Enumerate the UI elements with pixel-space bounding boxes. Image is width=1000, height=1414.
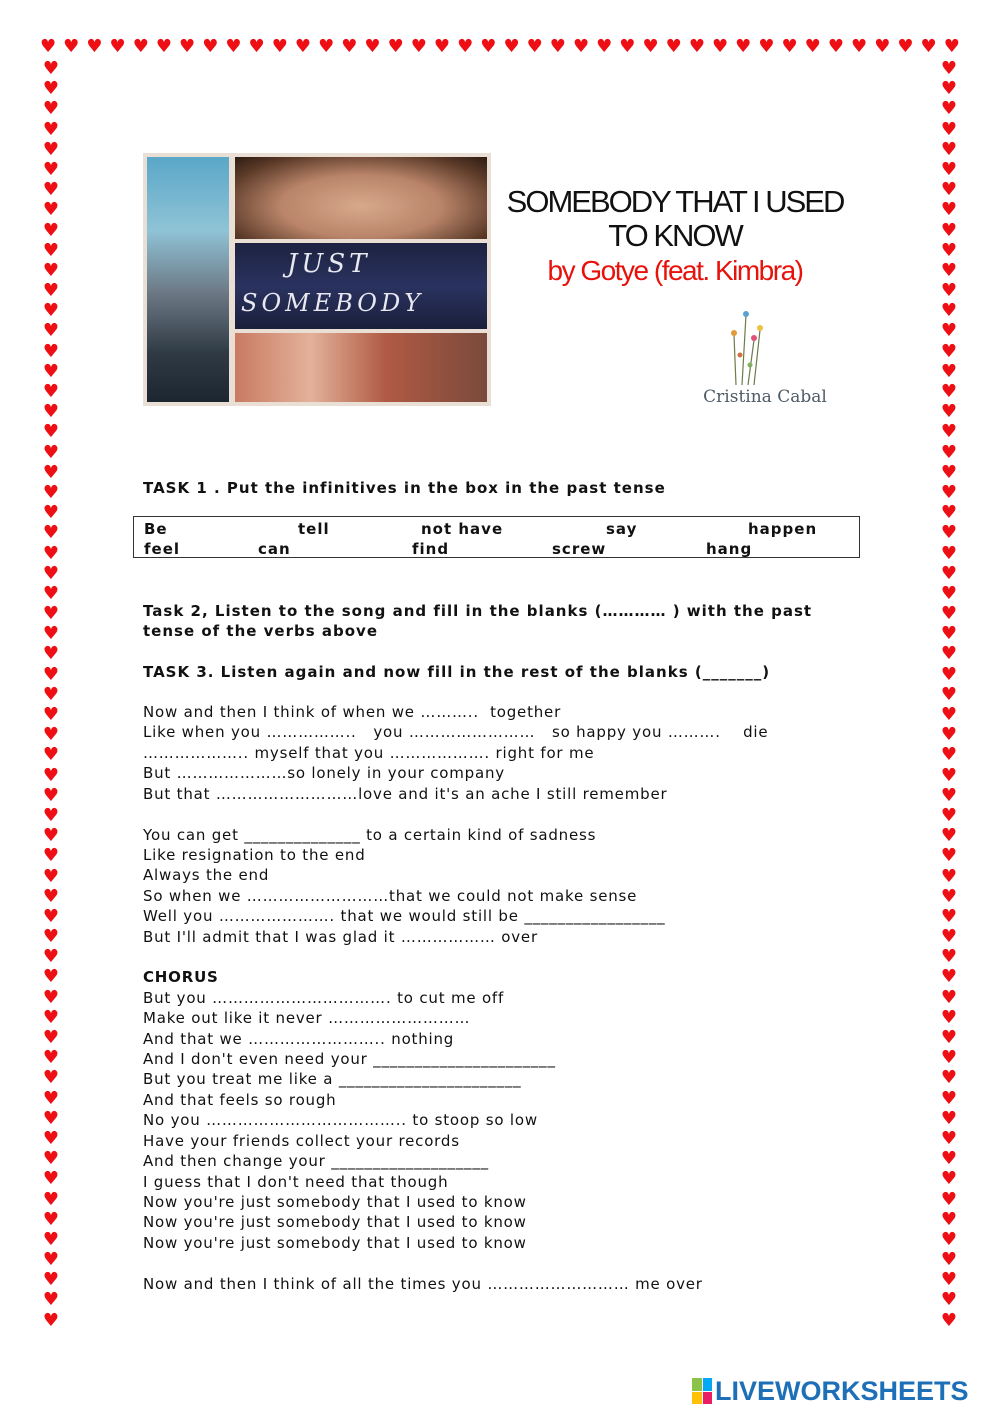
lyric-line: Now you're just somebody that I used to know xyxy=(143,1193,527,1211)
heart-icon: ♥ xyxy=(940,865,958,887)
lyric-line: So when we ………………………that we could not make sense xyxy=(143,887,638,905)
heart-icon: ♥ xyxy=(42,704,60,725)
verb-item: screw xyxy=(552,540,607,558)
heart-icon: ♥ xyxy=(42,1228,60,1250)
heart-icon: ♥ xyxy=(433,36,451,57)
album-cover-image xyxy=(143,153,491,406)
heart-icon: ♥ xyxy=(851,36,868,57)
heart-icon: ♥ xyxy=(940,845,958,867)
heart-icon: ♥ xyxy=(42,1289,60,1311)
heart-icon: ♥ xyxy=(42,825,60,847)
lyric-line: But you ……………………………. to cut me off xyxy=(143,989,505,1007)
heart-icon: ♥ xyxy=(526,36,543,57)
heart-icon: ♥ xyxy=(271,36,288,57)
lyric-line: Now you're just somebody that I used to know xyxy=(143,1213,527,1231)
lyric-line: But you treat me like a ______________________ xyxy=(143,1070,522,1088)
heart-icon: ♥ xyxy=(940,1309,958,1331)
heart-icon: ♥ xyxy=(42,1188,60,1210)
heart-icon: ♥ xyxy=(920,36,937,57)
heart-icon: ♥ xyxy=(642,36,659,57)
heart-icon: ♥ xyxy=(42,98,60,120)
heart-icon: ♥ xyxy=(42,562,60,584)
heart-icon: ♥ xyxy=(42,603,60,625)
heart-icon: ♥ xyxy=(940,946,958,968)
heart-icon: ♥ xyxy=(109,36,126,57)
heart-icon: ♥ xyxy=(943,36,960,57)
heart-icon: ♥ xyxy=(940,441,958,463)
heart-icon: ♥ xyxy=(42,239,60,261)
task-1-instruction: TASK 1 . Put the infinitives in the box in the past tense xyxy=(143,479,666,497)
heart-icon: ♥ xyxy=(42,320,60,342)
heart-icon: ♥ xyxy=(940,1249,958,1271)
heart-icon: ♥ xyxy=(940,764,958,786)
verb-item: feel xyxy=(144,540,181,558)
heart-icon: ♥ xyxy=(42,865,60,887)
heart-icon: ♥ xyxy=(781,36,798,57)
liveworksheets-logo-icon xyxy=(692,1378,712,1404)
right-heart-border xyxy=(938,60,960,1330)
heart-icon: ♥ xyxy=(549,36,566,57)
heart-icon: ♥ xyxy=(940,401,958,423)
heart-icon: ♥ xyxy=(940,239,958,261)
heart-icon: ♥ xyxy=(42,1047,60,1069)
heart-icon: ♥ xyxy=(940,1188,958,1210)
heart-icon: ♥ xyxy=(42,582,60,604)
lyric-line: ……………….. myself that you ………………. right for me xyxy=(143,744,595,762)
heart-icon: ♥ xyxy=(63,36,80,57)
heart-icon: ♥ xyxy=(42,58,60,79)
heart-icon: ♥ xyxy=(940,825,958,847)
lyric-line: And I don't even need your ______________________ xyxy=(143,1050,556,1068)
heart-icon: ♥ xyxy=(940,1269,958,1291)
cover-title-band xyxy=(235,243,487,329)
heart-icon: ♥ xyxy=(42,663,60,685)
lyric-line: But …………………so lonely in your company xyxy=(143,764,505,782)
heart-icon: ♥ xyxy=(897,36,914,57)
heart-icon: ♥ xyxy=(42,1027,60,1048)
heart-icon: ♥ xyxy=(940,1087,958,1109)
heart-icon: ♥ xyxy=(596,36,613,57)
heart-icon: ♥ xyxy=(940,1127,958,1149)
lyric-line: Now you're just somebody that I used to know xyxy=(143,1234,527,1252)
heart-icon: ♥ xyxy=(40,36,57,57)
heart-icon: ♥ xyxy=(940,704,958,725)
heart-icon: ♥ xyxy=(940,724,958,746)
heart-icon: ♥ xyxy=(940,138,958,160)
heart-icon: ♥ xyxy=(619,36,636,57)
heart-icon: ♥ xyxy=(735,36,752,57)
heart-icon: ♥ xyxy=(42,481,60,503)
heart-icon: ♥ xyxy=(940,280,958,302)
heart-icon: ♥ xyxy=(42,158,60,180)
heart-icon: ♥ xyxy=(42,138,60,160)
lyric-line: Always the end xyxy=(143,866,270,884)
heart-icon: ♥ xyxy=(42,118,60,140)
verb-item: find xyxy=(412,540,450,558)
cover-painted-art xyxy=(235,333,487,402)
heart-icon: ♥ xyxy=(940,1148,958,1170)
lyric-line: But I'll admit that I was glad it ……………… over xyxy=(143,928,538,946)
heart-icon: ♥ xyxy=(341,36,358,57)
lyric-line: Like resignation to the end xyxy=(143,846,366,864)
logo-text: Cristina Cabal xyxy=(703,387,827,407)
heart-icon: ♥ xyxy=(940,381,958,402)
heart-icon: ♥ xyxy=(132,36,149,57)
heart-icon: ♥ xyxy=(940,784,958,806)
heart-icon: ♥ xyxy=(940,1006,958,1028)
lyric-line: Make out like it never ……………………… xyxy=(143,1009,471,1027)
heart-icon: ♥ xyxy=(940,502,958,524)
lyric-line: And that feels so rough xyxy=(143,1091,337,1109)
heart-icon: ♥ xyxy=(42,986,60,1008)
heart-icon: ♥ xyxy=(42,885,60,907)
heart-icon: ♥ xyxy=(202,36,219,57)
lyric-line: And that we …………………….. nothing xyxy=(143,1030,455,1048)
liveworksheets-watermark[interactable] xyxy=(692,1376,969,1406)
heart-icon: ♥ xyxy=(940,1027,958,1048)
heart-icon: ♥ xyxy=(155,36,172,57)
heart-icon: ♥ xyxy=(503,36,520,57)
heart-icon: ♥ xyxy=(758,36,775,57)
heart-icon: ♥ xyxy=(42,360,60,382)
heart-icon: ♥ xyxy=(940,623,958,645)
heart-icon: ♥ xyxy=(86,36,103,57)
heart-icon: ♥ xyxy=(42,926,60,948)
heart-icon: ♥ xyxy=(42,542,60,564)
task-2-instruction-line2: tense of the verbs above xyxy=(143,622,378,640)
heart-icon: ♥ xyxy=(42,401,60,423)
task-2-instruction-line1: Task 2, Listen to the song and fill in the blanks (………… ) with the past xyxy=(143,602,813,620)
lyric-line: I guess that I don't need that though xyxy=(143,1173,449,1191)
song-artist: by Gotye (feat. Kimbra) xyxy=(547,255,803,286)
heart-icon: ♥ xyxy=(940,179,958,201)
heart-icon: ♥ xyxy=(294,36,312,57)
heart-icon: ♥ xyxy=(940,603,958,625)
cover-singer-face xyxy=(235,157,487,239)
verb-item: say xyxy=(606,520,638,538)
flower-stems-icon xyxy=(690,305,840,387)
lyric-line: No you ……………………………….. to stoop so low xyxy=(143,1111,538,1129)
heart-icon: ♥ xyxy=(225,36,242,57)
heart-icon: ♥ xyxy=(42,946,60,968)
verb-item: can xyxy=(258,540,291,558)
heart-icon: ♥ xyxy=(42,643,60,665)
cover-text-somebody: SOMEBODY xyxy=(241,289,425,317)
heart-icon: ♥ xyxy=(42,300,60,322)
heart-icon: ♥ xyxy=(940,118,958,140)
heart-icon: ♥ xyxy=(688,36,705,57)
heart-icon: ♥ xyxy=(940,522,958,544)
chorus-heading: CHORUS xyxy=(143,968,219,986)
verb-item: Be xyxy=(144,520,168,538)
heart-icon: ♥ xyxy=(940,1228,958,1250)
heart-icon: ♥ xyxy=(42,461,60,483)
heart-icon: ♥ xyxy=(42,199,60,221)
verb-item: tell xyxy=(298,520,330,538)
heart-icon: ♥ xyxy=(940,259,958,281)
heart-icon: ♥ xyxy=(42,219,60,241)
verb-item: hang xyxy=(706,540,753,558)
heart-icon: ♥ xyxy=(318,36,335,57)
heart-icon: ♥ xyxy=(42,421,60,443)
heart-icon: ♥ xyxy=(940,542,958,564)
heart-icon: ♥ xyxy=(42,744,60,766)
heart-icon: ♥ xyxy=(827,36,844,57)
heart-icon: ♥ xyxy=(940,986,958,1008)
heart-icon: ♥ xyxy=(42,966,60,988)
heart-icon: ♥ xyxy=(940,1289,958,1311)
heart-icon: ♥ xyxy=(940,360,958,382)
heart-icon: ♥ xyxy=(940,300,958,322)
lyric-line: Well you …………………. that we would still be _________________ xyxy=(143,907,666,925)
verb-item: happen xyxy=(748,520,818,538)
heart-icon: ♥ xyxy=(410,36,427,57)
heart-icon: ♥ xyxy=(940,58,958,79)
heart-icon: ♥ xyxy=(940,885,958,907)
heart-icon: ♥ xyxy=(42,905,60,927)
lyric-line: And then change your ___________________ xyxy=(143,1152,489,1170)
heart-icon: ♥ xyxy=(42,280,60,302)
heart-icon: ♥ xyxy=(940,219,958,241)
heart-icon: ♥ xyxy=(940,78,958,100)
heart-icon: ♥ xyxy=(42,340,60,362)
heart-icon: ♥ xyxy=(248,36,265,57)
lyric-line: You can get ______________ to a certain kind of sadness xyxy=(143,826,597,844)
heart-icon: ♥ xyxy=(940,320,958,342)
heart-icon: ♥ xyxy=(940,926,958,948)
heart-icon: ♥ xyxy=(940,1208,958,1230)
author-logo xyxy=(690,305,840,415)
heart-icon: ♥ xyxy=(42,78,60,100)
verb-box xyxy=(133,516,860,558)
heart-icon: ♥ xyxy=(940,1067,958,1089)
heart-icon: ♥ xyxy=(42,1006,60,1028)
heart-icon: ♥ xyxy=(940,481,958,503)
heart-icon: ♥ xyxy=(42,623,60,645)
heart-icon: ♥ xyxy=(42,724,60,746)
heart-icon: ♥ xyxy=(940,683,958,705)
lyric-line: Now and then I think of when we ……….. together xyxy=(143,703,562,721)
heart-icon: ♥ xyxy=(42,1087,60,1109)
heart-icon: ♥ xyxy=(42,381,60,402)
heart-icon: ♥ xyxy=(572,36,590,57)
heart-icon: ♥ xyxy=(42,764,60,786)
heart-icon: ♥ xyxy=(387,36,404,57)
heart-icon: ♥ xyxy=(940,562,958,584)
heart-icon: ♥ xyxy=(42,441,60,463)
heart-icon: ♥ xyxy=(940,643,958,665)
heart-icon: ♥ xyxy=(940,905,958,927)
verb-item: not have xyxy=(421,520,504,538)
heart-icon: ♥ xyxy=(42,683,60,705)
heart-icon: ♥ xyxy=(940,663,958,685)
heart-icon: ♥ xyxy=(457,36,474,57)
heart-icon: ♥ xyxy=(940,98,958,120)
heart-icon: ♥ xyxy=(940,1047,958,1069)
heart-icon: ♥ xyxy=(42,1107,60,1129)
heart-icon: ♥ xyxy=(665,36,682,57)
heart-icon: ♥ xyxy=(42,804,60,826)
heart-icon: ♥ xyxy=(42,1269,60,1291)
heart-icon: ♥ xyxy=(42,1249,60,1271)
heart-icon: ♥ xyxy=(42,1127,60,1149)
song-title: SOMEBODY THAT I USED TO KNOW xyxy=(506,184,844,253)
heart-icon: ♥ xyxy=(179,36,196,57)
heart-icon: ♥ xyxy=(42,1148,60,1170)
heart-icon: ♥ xyxy=(940,1168,958,1190)
cover-mosaic-face xyxy=(147,157,229,402)
heart-icon: ♥ xyxy=(480,36,497,57)
heart-icon: ♥ xyxy=(42,1208,60,1230)
heart-icon: ♥ xyxy=(804,36,821,57)
heart-icon: ♥ xyxy=(940,421,958,443)
lyric-line: Now and then I think of all the times you ……………………… me over xyxy=(143,1275,703,1293)
cover-text-just: JUST xyxy=(287,249,371,279)
heart-icon: ♥ xyxy=(940,340,958,362)
heart-icon: ♥ xyxy=(42,1309,60,1331)
heart-icon: ♥ xyxy=(874,36,891,57)
heart-icon: ♥ xyxy=(940,158,958,180)
heart-icon: ♥ xyxy=(42,845,60,867)
heart-icon: ♥ xyxy=(42,784,60,806)
heart-icon: ♥ xyxy=(42,259,60,281)
left-heart-border xyxy=(40,60,62,1330)
lyric-line: But that ………………………love and it's an ache I still remember xyxy=(143,785,668,803)
task-3-instruction: TASK 3. Listen again and now fill in the rest of the blanks (_______) xyxy=(143,663,771,681)
heart-icon: ♥ xyxy=(940,199,958,221)
heart-icon: ♥ xyxy=(42,1067,60,1089)
heart-icon: ♥ xyxy=(940,1107,958,1129)
heart-icon: ♥ xyxy=(940,804,958,826)
lyric-line: Have your friends collect your records xyxy=(143,1132,460,1150)
heart-icon: ♥ xyxy=(940,582,958,604)
watermark-text: LIVEWORKSHEETS xyxy=(715,1375,969,1406)
heart-icon: ♥ xyxy=(42,1168,60,1190)
heart-icon: ♥ xyxy=(42,522,60,544)
lyric-line: Like when you …………….. you …………………… so happy you ………. die xyxy=(143,723,769,741)
heart-icon: ♥ xyxy=(940,461,958,483)
top-heart-border xyxy=(40,38,960,60)
heart-icon: ♥ xyxy=(940,966,958,988)
heart-icon: ♥ xyxy=(42,502,60,524)
heart-icon: ♥ xyxy=(940,744,958,766)
heart-icon: ♥ xyxy=(711,36,729,57)
heart-icon: ♥ xyxy=(364,36,381,57)
heart-icon: ♥ xyxy=(42,179,60,201)
